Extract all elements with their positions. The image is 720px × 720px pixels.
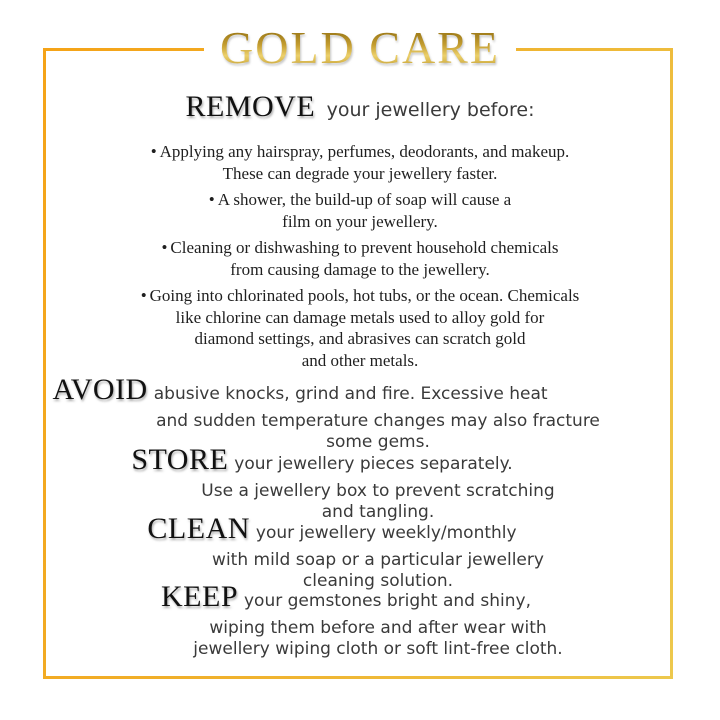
clean-headword: CLEAN (147, 512, 250, 545)
remove-bullet-list (55, 141, 665, 376)
bullet-text: A shower, the build-up of soap will cause a (217, 190, 512, 209)
title-area (0, 22, 720, 74)
bullet-line (55, 237, 665, 259)
section-line: with mild soap or a particular jewellery (212, 550, 544, 570)
section-text: your jewellery weekly/monthly (255, 523, 517, 543)
section-line: and tangling. (321, 502, 435, 522)
bullet-item (55, 285, 665, 371)
section-text: your jewellery pieces separately. (234, 454, 513, 474)
bullet-line: like chlorine can damage metals used to alloy gold for (175, 307, 545, 327)
bullet-item (55, 141, 665, 184)
bullet-item (55, 237, 665, 280)
section-continuation (18, 618, 720, 660)
section-text: abusive knocks, grind and fire. Excessive heat (153, 384, 548, 404)
keep-headword: KEEP (161, 580, 238, 613)
bullet-dot-icon: • (161, 238, 168, 257)
bullet-line: film on your jewellery. (282, 211, 438, 231)
section-first-line (0, 444, 682, 481)
bullet-item (55, 189, 665, 232)
avoid-headword: AVOID (52, 373, 148, 406)
section-first-line (0, 581, 706, 618)
remove-heading (0, 90, 720, 124)
section-store (0, 444, 720, 523)
bullet-line: from causing damage to the jewellery. (230, 259, 490, 279)
remove-intro-text: your jewellery before: (326, 99, 535, 121)
section-first-line (0, 374, 660, 411)
remove-headword: REMOVE (185, 90, 316, 123)
bullet-text: Going into chlorinated pools, hot tubs, or the ocean. Chemicals (149, 286, 580, 305)
section-line: cleaning solution. (302, 571, 454, 591)
section-line: and sudden temperature changes may also fracture (156, 411, 600, 431)
title-background (204, 22, 516, 74)
bullet-line (55, 285, 665, 307)
bullet-line: diamond settings, and abrasives can scratch gold (194, 329, 526, 348)
bullet-line: These can degrade your jewellery faster. (222, 163, 498, 183)
section-line: jewellery wiping cloth or soft lint-free cloth. (193, 639, 563, 659)
bullet-dot-icon: • (150, 142, 157, 161)
bullet-line (55, 189, 665, 211)
section-first-line (0, 513, 692, 550)
page-title: GOLD CARE (220, 22, 500, 73)
bullet-text: Applying any hairspray, perfumes, deodorants, and makeup. (159, 142, 570, 161)
section-line: some gems. (326, 432, 430, 452)
bullet-line: and other metals. (301, 350, 419, 370)
section-keep (0, 581, 720, 660)
bullet-text: Cleaning or dishwashing to prevent household chemicals (170, 238, 559, 257)
section-avoid (0, 374, 720, 453)
section-text: your gemstones bright and shiny, (244, 591, 531, 611)
bullet-line (55, 141, 665, 163)
bullet-dot-icon: • (208, 190, 215, 209)
section-line: Use a jewellery box to prevent scratching (201, 481, 555, 501)
section-line: wiping them before and after wear with (209, 618, 547, 638)
store-headword: STORE (131, 443, 229, 476)
bullet-dot-icon: • (140, 286, 147, 305)
